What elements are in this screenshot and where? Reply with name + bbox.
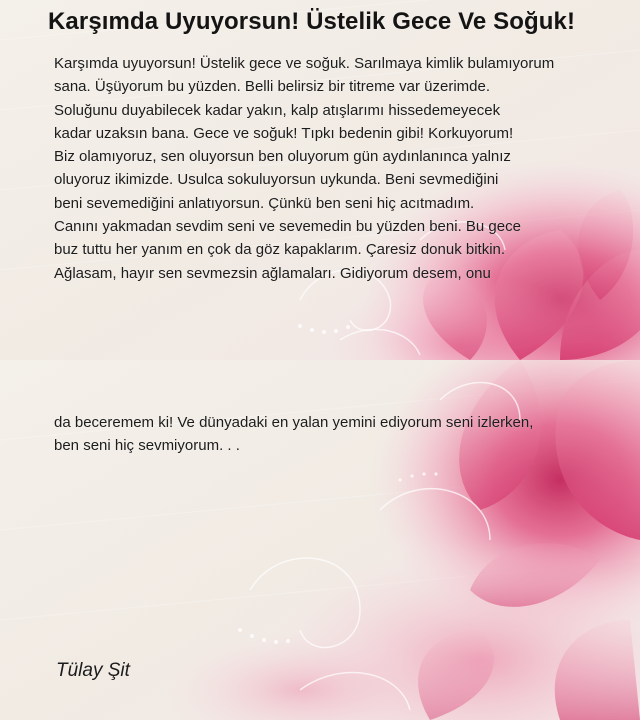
- poem-title: Karşımda Uyuyorsun! Üstelik Gece Ve Soğuk!: [48, 8, 576, 35]
- poem-line: ben seni hiç sevmiyorum. . .: [54, 437, 240, 455]
- poem-line: oluyoruz ikimizde. Usulca sokuluyorsun uykunda. Beni sevmediğini: [54, 171, 499, 189]
- poem-line: Canını yakmadan sevdim seni ve sevemedin bu yüzden beni. Bu gece: [54, 218, 521, 236]
- poem-line: Soluğunu duyabilecek kadar yakın, kalp atışlarımı hissedemeyecek: [54, 101, 501, 119]
- poem-line: Karşımda uyuyorsun! Üstelik gece ve soğuk. Sarılmaya kimlik bulamıyorum: [54, 55, 555, 72]
- poem-author: Tülay Şit: [56, 660, 130, 681]
- poem-line: da beceremem ki! Ve dünyadaki en yalan yemini ediyorum seni izlerken,: [54, 414, 534, 431]
- poem-line: Ağlasam, hayır sen sevmezsin ağlamaları. Gidiyorum desem, onu: [54, 264, 491, 282]
- poem-line: buz tuttu her yanım en çok da göz kapaklarım. Çaresiz donuk bitkin.: [54, 241, 506, 259]
- poem-line: sana. Üşüyorum bu yüzden. Belli belirsiz bir titreme var üzerimde.: [54, 78, 491, 96]
- poem-body-part2: [54, 411, 640, 458]
- poem-line: Biz olamıyoruz, sen oluyorsun ben oluyorum gün aydınlanınca yalnız: [54, 148, 511, 166]
- poem-body-part1: [54, 52, 640, 285]
- poem-line: kadar uzaksın bana. Gece ve soğuk! Tıpkı bedenin gibi! Korkuyorum!: [54, 124, 514, 142]
- poem-line: beni sevemediğini anlatıyorsun. Çünkü ben seni hiç acıtmadım.: [54, 194, 475, 212]
